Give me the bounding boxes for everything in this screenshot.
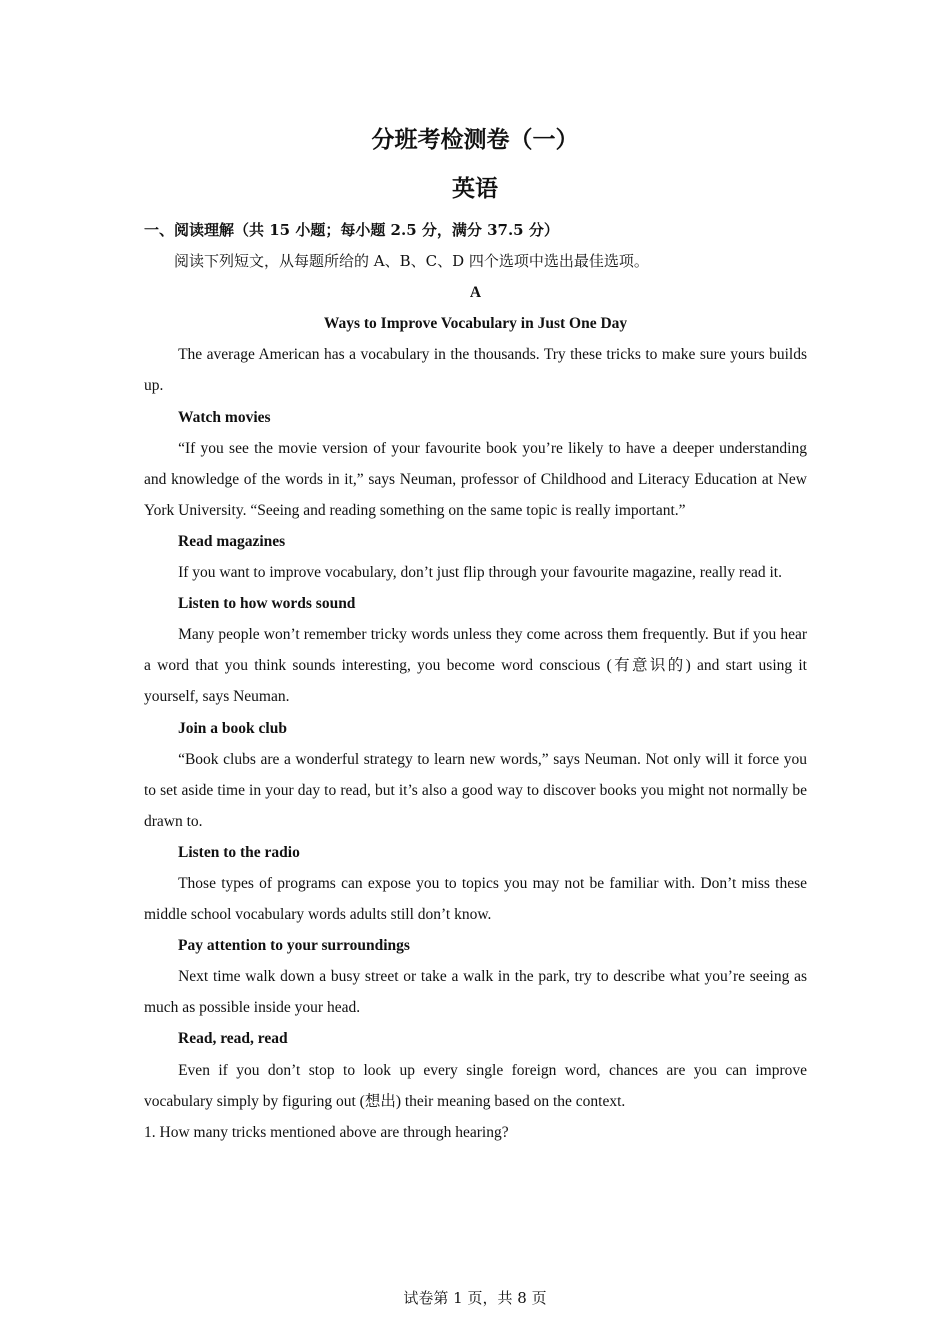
- exam-title: 分班考检测卷（一）: [371, 126, 579, 153]
- subheading-listen-words: Listen to how words sound: [178, 595, 356, 613]
- subheading-radio: Listen to the radio: [178, 843, 300, 861]
- paragraph-read-read-read: Even if you don’t stop to look up every single foreign word, chances are you can improve vocabulary simply by figuring out (想出) their meaning based on the context.: [144, 1061, 807, 1110]
- subheading-read-magazines: Read magazines: [178, 532, 286, 550]
- question-1: 1. How many tricks mentioned above are through hearing?: [144, 1123, 509, 1141]
- subheading-surroundings: Pay attention to your surroundings: [178, 937, 410, 955]
- passage-label: A: [469, 284, 482, 302]
- passage-intro: The average American has a vocabulary in the thousands. Try these tricks to make sure yours builds up.: [144, 346, 807, 395]
- paragraph-watch-movies: “If you see the movie version of your favourite book you’re likely to have a deeper understanding and knowledge of the words in it,” says Neuman, professor of Childhood and Literacy Education at New York University. “Seeing and reading something on the same topic is really important.”: [144, 439, 807, 519]
- paragraph-read-magazines: If you want to improve vocabulary, don’t just flip through your favourite magazine, really read it.: [178, 564, 782, 582]
- subheading-watch-movies: Watch movies: [178, 408, 271, 426]
- section-instruction: 阅读下列短文，从每题所给的 A、B、C、D 四个选项中选出最佳选项。: [174, 252, 649, 271]
- page-footer: 试卷第 1 页，共 8 页: [403, 1289, 547, 1307]
- subject-title: 英语: [452, 175, 498, 202]
- passage-title: Ways to Improve Vocabulary in Just One Day: [323, 315, 628, 333]
- paragraph-surroundings: Next time walk down a busy street or take a walk in the park, try to describe what you’re seeing as much as possible inside your head.: [144, 968, 807, 1017]
- paragraph-radio: Those types of programs can expose you to topics you may not be familiar with. Don’t miss these middle school vocabulary words adults still don’t know.: [144, 874, 807, 924]
- paragraph-listen-words: Many people won’t remember tricky words unless they come across them frequently. But if you hear a word that you think sounds interesting, you become word conscious (有意识的) and start using it yourself, says Neuman.: [144, 626, 807, 706]
- section-heading: 一、阅读理解（共 15 小题；每小题 2.5 分，满分 37.5 分）: [144, 221, 559, 239]
- subheading-book-club: Join a book club: [178, 719, 287, 737]
- paragraph-book-club: “Book clubs are a wonderful strategy to learn new words,” says Neuman. Not only will it force you to set aside time in your day to read, but it’s also a good way to discover books you might not normally be drawn to.: [144, 750, 807, 830]
- exam-content: [144, 215, 807, 1148]
- subheading-read-read-read: Read, read, read: [178, 1030, 288, 1048]
